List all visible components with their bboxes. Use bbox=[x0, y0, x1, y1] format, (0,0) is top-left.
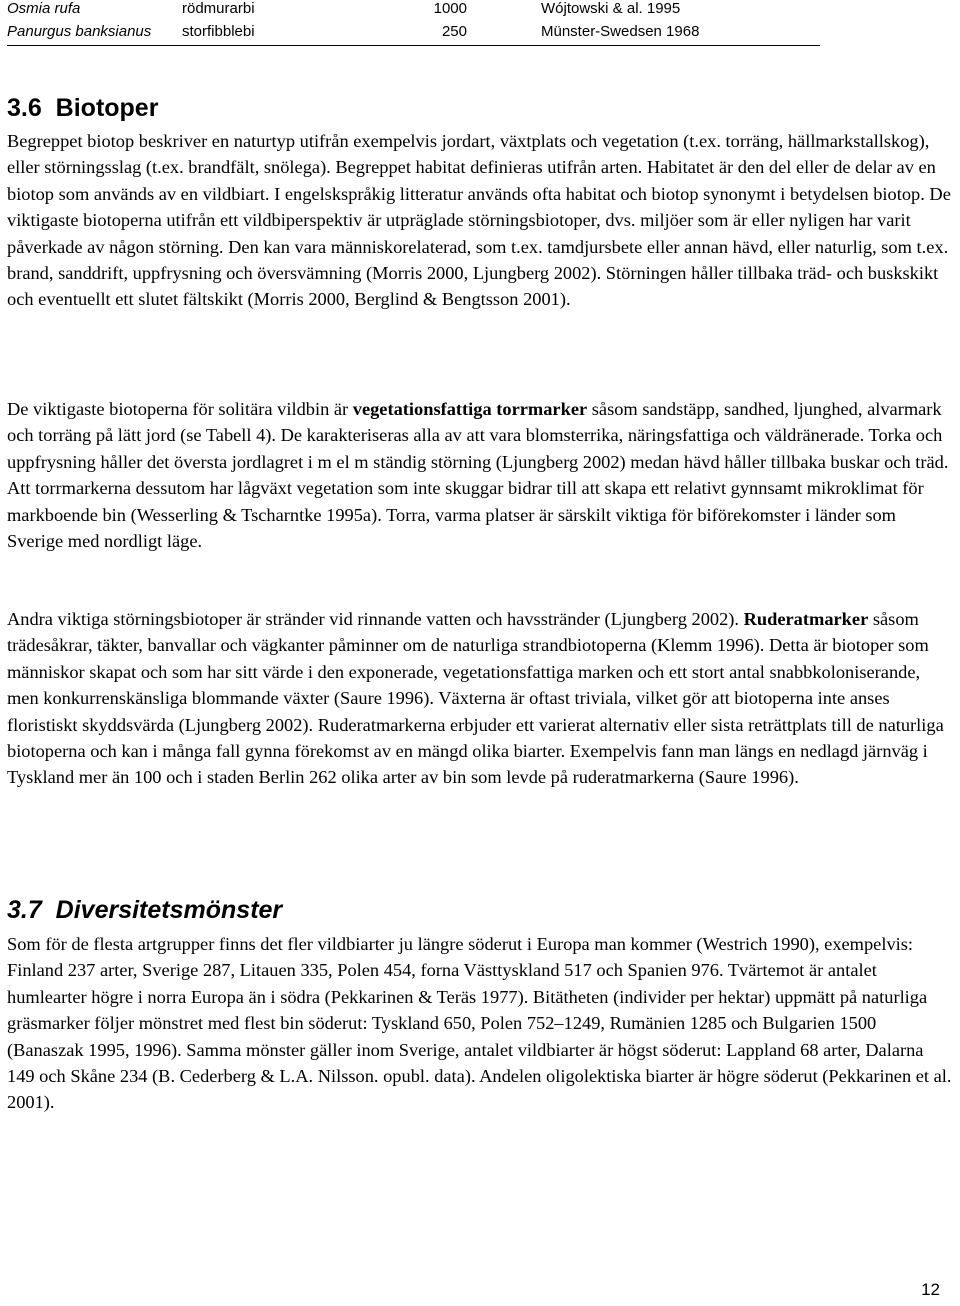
paragraph bbox=[7, 396, 955, 554]
paragraph: Begreppet biotop beskriver en naturtyp utifrån exempelvis jordart, växtplats och vegetation (t.ex. torräng, hällmarkstallskog), eller störningsslag (t.ex. brandfält, snölega). Begreppet habitat definieras utifrån arten. Habitatet är den del eller de delar av en biotop som används av en vildbiart. I engelskspråkig litteratur används ofta habitat och biotop synonymt i betydelsen biotop. De viktigaste biotoperna utifrån ett vildbiperspektiv är utpräglade störningsbiotoper, dvs. miljöer som är eller nyligen har varit påverkade av någon störning. Den kan vara människorelaterad, som t.ex. tamdjursbete eller annan hävd, eller naturlig, som t.ex. brand, sanddrift, uppfrysning och översvämning (Morris 2000, Ljungberg 2002). Störningen håller tillbaka träd- och buskskikt och eventuellt ett slutet fältskikt (Morris 2000, Berglind & Bengtsson 2001). bbox=[7, 131, 951, 310]
table-bottom-rule bbox=[7, 45, 820, 46]
paragraph-text: såsom sandstäpp, sandhed, ljunghed, alvarmark och torräng på lätt jord (se Tabell 4). De karakteriseras alla av att vara blomsterrika, näringsfattiga och väldränerade. Torka och uppfrysning håller det översta jordlagret i m el m ständig störning (Ljungberg 2002) medan hävd håller tillbaka buskar och träd. Att torrmarkerna dessutom har lågväxt vegetation som inte skuggar bidrar till att skapa ett relativt gynnsamt mikroklimat för markboende bin (Wesserling & Tscharntke 1995a). Torra, varma platser är särskilt viktiga för biförekomster i länder som Sverige med nordligt läge. bbox=[7, 399, 949, 552]
count-value: 250 bbox=[441, 23, 467, 40]
paragraph-text: Andra viktiga störningsbiotoper är stränder vid rinnande vatten och havsstränder (Ljungberg 2002). bbox=[7, 609, 744, 629]
species-name: Panurgus banksianus bbox=[7, 23, 152, 40]
section-heading-biotoper bbox=[7, 92, 158, 124]
section-number: 3.7 bbox=[7, 896, 42, 924]
section-number: 3.6 bbox=[7, 94, 42, 122]
table-row bbox=[7, 0, 820, 20]
emphasis-term: Ruderatmarker bbox=[743, 609, 869, 629]
common-name: rödmurarbi bbox=[182, 0, 255, 17]
section-heading-diversitetsmonster bbox=[7, 894, 282, 926]
reference: Münster-Swedsen 1968 bbox=[541, 23, 700, 40]
table-row bbox=[7, 20, 820, 43]
paragraph-text: såsom trädesåkrar, täkter, banvallar och vägkanter påminner om de naturliga strandbiotoperna (Klemm 1996). Detta är biotoper som människor skapat och som har sitt värde i den exponerade, vegetationsfattiga marken och ett stort antal snabbkoloniserande, men konkurrenskänsliga blommande växter (Saure 1996). Växterna är oftast triviala, vilket gör att biotoperna inte anses floristiskt skyddsvärda (Ljungberg 2002). Ruderatmarkerna erbjuder ett varierat alternativ eller sista reträttplats till de naturliga biotoperna och kan i många fall gynna förekomst av en mängd olika biarter. Exempelvis fann man längs en nedlagd järnväg i Tyskland mer än 100 och i staden Berlin 262 olika arter av bin som levde på ruderatmarkerna (Saure 1996). bbox=[7, 609, 944, 788]
species-name: Osmia rufa bbox=[7, 0, 81, 17]
page-number: 12 bbox=[921, 1280, 940, 1299]
count-value: 1000 bbox=[433, 0, 467, 17]
emphasis-term: vegetationsfattiga torrmarker bbox=[352, 399, 588, 419]
section-title: Biotoper bbox=[55, 94, 159, 122]
common-name: storfibblebi bbox=[182, 23, 255, 40]
paragraph: Som för de flesta artgrupper finns det fler vildbiarter ju längre söderut i Europa man kommer (Westrich 1990), exempelvis: Finland 237 arter, Sverige 287, Litauen 335, Polen 454, forna Västtyskland 517 och Spanien 976. Tvärtemot är antalet humlearter högre i norra Europa än i södra (Pekkarinen & Teräs 1977). Bitätheten (individer per hektar) uppmätt på naturliga gräsmarker följer mönstret med flest bin söderut: Tyskland 650, Polen 752–1249, Rumänien 1285 och Bulgarien 1500 (Banaszak 1995, 1996). Samma mönster gäller inom Sverige, antalet vildbiarter är högst söderut: Lappland 68 arter, Dalarna 149 och Skåne 234 (B. Cederberg & L.A. Nilsson. opubl. data). Andelen oligolektiska biarter är högre söderut (Pekkarinen et al. 2001). bbox=[7, 934, 952, 1113]
paragraph bbox=[7, 606, 955, 791]
paragraph-text: De viktigaste biotoperna för solitära vildbin är bbox=[7, 399, 353, 419]
section-title: Diversitetsmönster bbox=[55, 896, 283, 924]
reference: Wójtowski & al. 1995 bbox=[541, 0, 681, 17]
